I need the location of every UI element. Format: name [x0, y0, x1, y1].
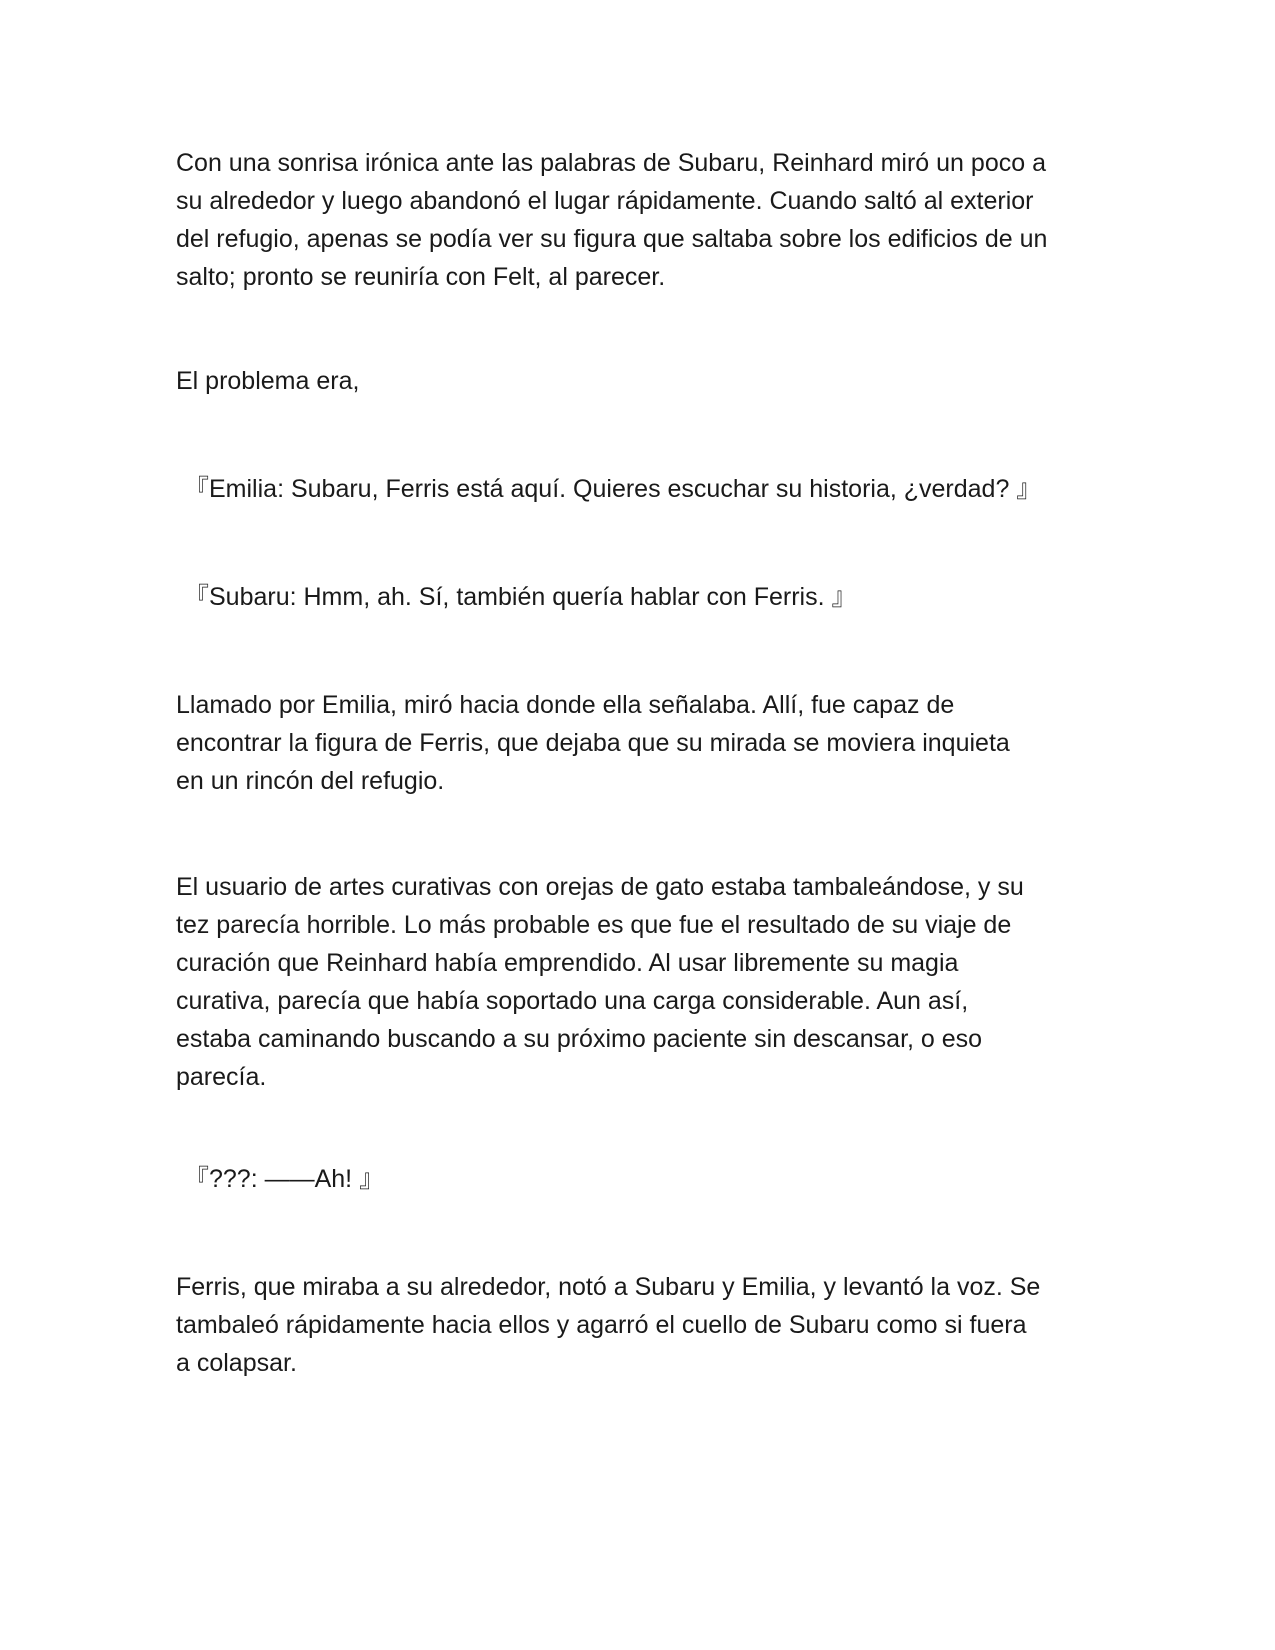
text-line: tambaleó rápidamente hacia ellos y agarró el cuello de Subaru como si fuera	[176, 1311, 1027, 1339]
text-line: a colapsar.	[176, 1349, 297, 1377]
paragraph-ferris-state	[176, 868, 1106, 1096]
text-line: 『Emilia: Subaru, Ferris está aquí. Quieres escuchar su historia, ¿verdad? 』	[184, 475, 1042, 503]
text-line: Con una sonrisa irónica ante las palabras de Subaru, Reinhard miró un poco a	[176, 149, 1046, 177]
text-line: tez parecía horrible. Lo más probable es que fue el resultado de su viaje de	[176, 911, 1012, 939]
text-line: estaba caminando buscando a su próximo paciente sin descansar, o eso	[176, 1025, 983, 1053]
dialogue-emilia	[184, 470, 1114, 508]
text-line: salto; pronto se reuniría con Felt, al parecer.	[176, 263, 666, 291]
text-line: curación que Reinhard había emprendido. Al usar libremente su magia	[176, 949, 959, 977]
text-line: parecía.	[176, 1063, 267, 1091]
text-line: su alrededor y luego abandonó el lugar rápidamente. Cuando saltó al exterior	[176, 187, 1034, 215]
text-line: 『???: ——Ah! 』	[184, 1165, 385, 1193]
text-line: 『Subaru: Hmm, ah. Sí, también quería hablar con Ferris. 』	[184, 583, 857, 611]
dialogue-unknown	[184, 1160, 1114, 1198]
text-line: Ferris, que miraba a su alrededor, notó a Subaru y Emilia, y levantó la voz. Se	[176, 1273, 1041, 1301]
paragraph-ferris-found	[176, 686, 1106, 800]
text-line: curativa, parecía que había soportado una carga considerable. Aun así,	[176, 987, 969, 1015]
paragraph-reinhard-leaves	[176, 144, 1106, 296]
text-line: Llamado por Emilia, miró hacia donde ella señalaba. Allí, fue capaz de	[176, 691, 955, 719]
dialogue-subaru	[184, 578, 1114, 616]
paragraph-ferris-approaches	[176, 1268, 1106, 1382]
text-line: El usuario de artes curativas con orejas de gato estaba tambaleándose, y su	[176, 873, 1024, 901]
text-line: El problema era,	[176, 367, 360, 395]
text-line: encontrar la figura de Ferris, que dejaba que su mirada se moviera inquieta	[176, 729, 1010, 757]
text-line: en un rincón del refugio.	[176, 767, 445, 795]
text-line: del refugio, apenas se podía ver su figura que saltaba sobre los edificios de un	[176, 225, 1048, 253]
paragraph-problem	[176, 362, 1106, 400]
